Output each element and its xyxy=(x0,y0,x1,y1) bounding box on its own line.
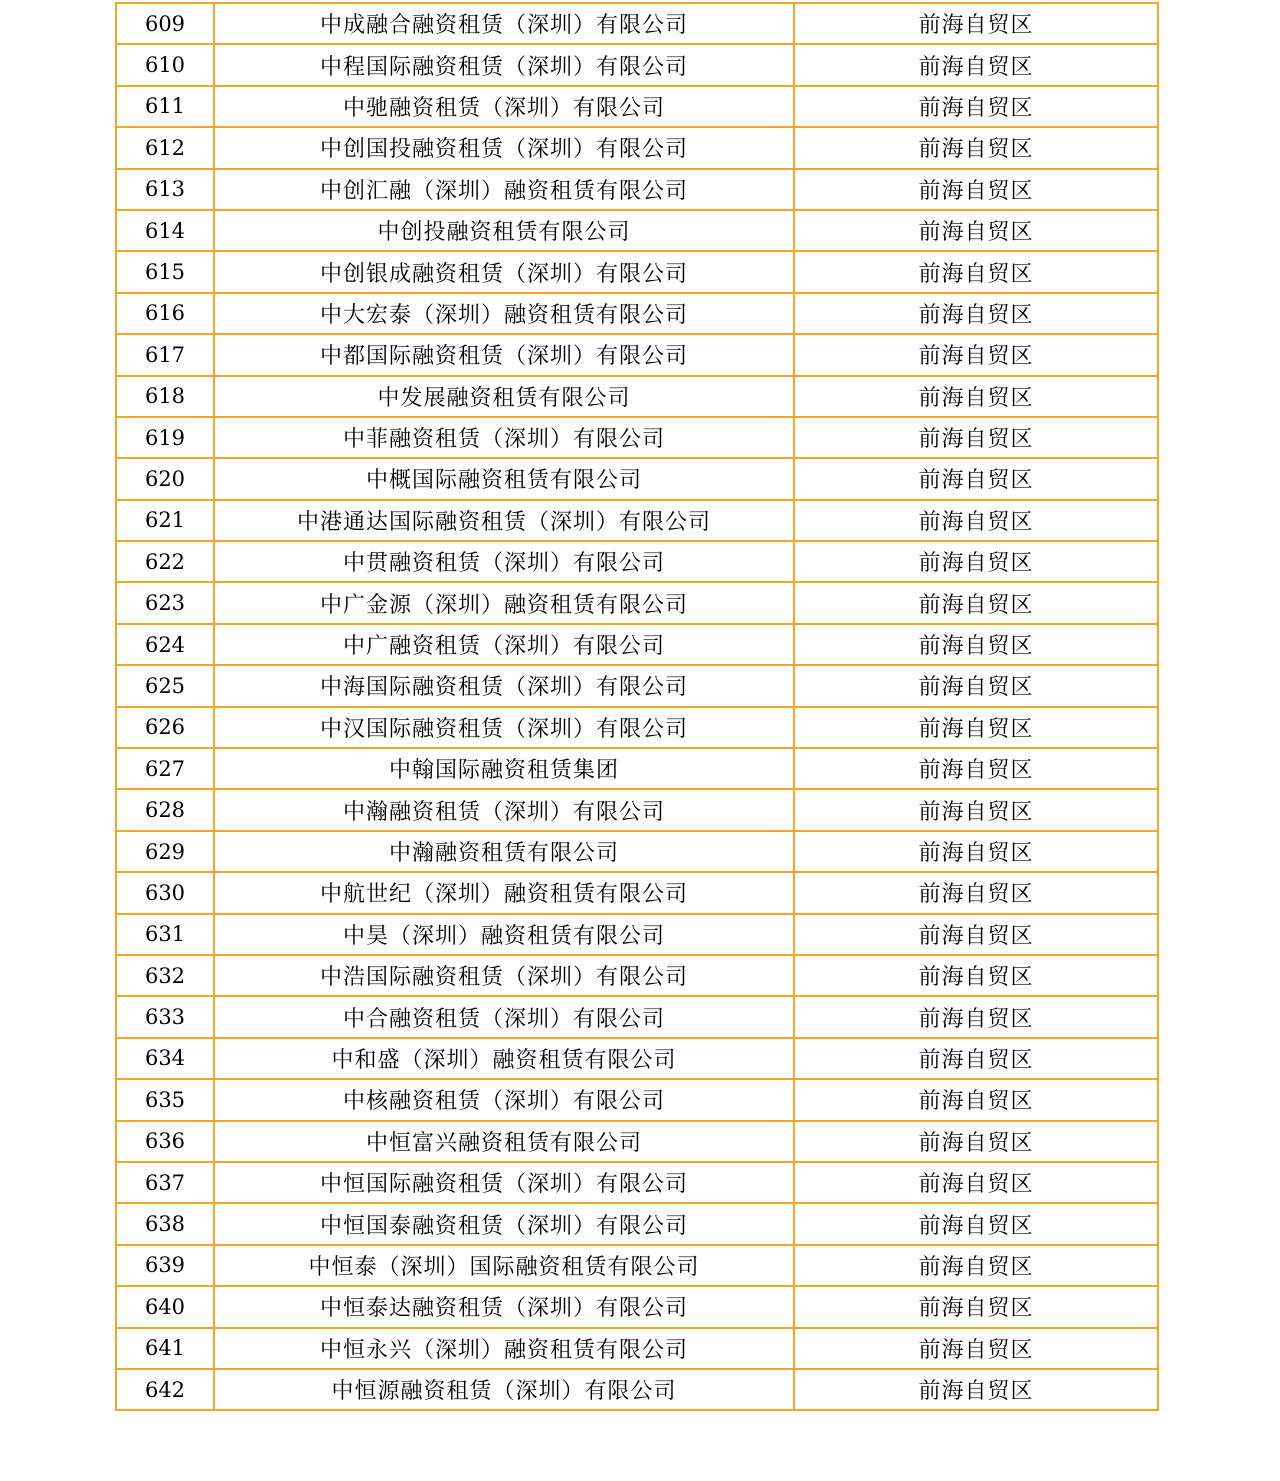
zone-cell: 前海自贸区 xyxy=(794,127,1158,168)
company-name-cell: 中贯融资租赁（深圳）有限公司 xyxy=(214,541,794,582)
zone-cell: 前海自贸区 xyxy=(794,831,1158,872)
table-row xyxy=(116,1079,1158,1120)
row-number-cell: 636 xyxy=(116,1121,214,1162)
company-name-cell: 中广融资租赁（深圳）有限公司 xyxy=(214,624,794,665)
table-row xyxy=(116,1328,1158,1369)
row-number-cell: 634 xyxy=(116,1038,214,1079)
zone-cell: 前海自贸区 xyxy=(794,707,1158,748)
zone-cell: 前海自贸区 xyxy=(794,169,1158,210)
table-row xyxy=(116,1203,1158,1244)
company-name-cell: 中菲融资租赁（深圳）有限公司 xyxy=(214,417,794,458)
company-name-cell: 中翰国际融资租赁集团 xyxy=(214,748,794,789)
row-number-cell: 635 xyxy=(116,1079,214,1120)
zone-cell: 前海自贸区 xyxy=(794,210,1158,251)
table-row xyxy=(116,789,1158,830)
zone-cell: 前海自贸区 xyxy=(794,914,1158,955)
zone-cell: 前海自贸区 xyxy=(794,748,1158,789)
company-name-cell: 中发展融资租赁有限公司 xyxy=(214,376,794,417)
company-name-cell: 中大宏泰（深圳）融资租赁有限公司 xyxy=(214,293,794,334)
table-row xyxy=(116,582,1158,623)
table-row xyxy=(116,1038,1158,1079)
row-number-cell: 638 xyxy=(116,1203,214,1244)
company-name-cell: 中汉国际融资租赁（深圳）有限公司 xyxy=(214,707,794,748)
table-row xyxy=(116,1245,1158,1286)
row-number-cell: 623 xyxy=(116,582,214,623)
company-name-cell: 中广金源（深圳）融资租赁有限公司 xyxy=(214,582,794,623)
zone-cell: 前海自贸区 xyxy=(794,458,1158,499)
company-name-cell: 中程国际融资租赁（深圳）有限公司 xyxy=(214,44,794,85)
row-number-cell: 627 xyxy=(116,748,214,789)
table-row xyxy=(116,3,1158,44)
row-number-cell: 639 xyxy=(116,1245,214,1286)
zone-cell: 前海自贸区 xyxy=(794,1038,1158,1079)
table-row xyxy=(116,210,1158,251)
table-row xyxy=(116,251,1158,292)
row-number-cell: 619 xyxy=(116,417,214,458)
zone-cell: 前海自贸区 xyxy=(794,1203,1158,1244)
table-row xyxy=(116,541,1158,582)
table-row xyxy=(116,707,1158,748)
zone-cell: 前海自贸区 xyxy=(794,3,1158,44)
zone-cell: 前海自贸区 xyxy=(794,1286,1158,1327)
row-number-cell: 642 xyxy=(116,1369,214,1410)
zone-cell: 前海自贸区 xyxy=(794,1328,1158,1369)
table-row xyxy=(116,624,1158,665)
table-row xyxy=(116,417,1158,458)
row-number-cell: 625 xyxy=(116,665,214,706)
row-number-cell: 621 xyxy=(116,500,214,541)
row-number-cell: 618 xyxy=(116,376,214,417)
zone-cell: 前海自贸区 xyxy=(794,582,1158,623)
zone-cell: 前海自贸区 xyxy=(794,1245,1158,1286)
row-number-cell: 622 xyxy=(116,541,214,582)
company-name-cell: 中海国际融资租赁（深圳）有限公司 xyxy=(214,665,794,706)
row-number-cell: 609 xyxy=(116,3,214,44)
table-row xyxy=(116,458,1158,499)
zone-cell: 前海自贸区 xyxy=(794,541,1158,582)
row-number-cell: 633 xyxy=(116,996,214,1037)
company-name-cell: 中成融合融资租赁（深圳）有限公司 xyxy=(214,3,794,44)
row-number-cell: 640 xyxy=(116,1286,214,1327)
table-row xyxy=(116,293,1158,334)
row-number-cell: 631 xyxy=(116,914,214,955)
company-name-cell: 中概国际融资租赁有限公司 xyxy=(214,458,794,499)
company-name-cell: 中创国投融资租赁（深圳）有限公司 xyxy=(214,127,794,168)
table-row xyxy=(116,665,1158,706)
company-name-cell: 中创银成融资租赁（深圳）有限公司 xyxy=(214,251,794,292)
zone-cell: 前海自贸区 xyxy=(794,872,1158,913)
table-row xyxy=(116,748,1158,789)
zone-cell: 前海自贸区 xyxy=(794,44,1158,85)
table-row xyxy=(116,1162,1158,1203)
zone-cell: 前海自贸区 xyxy=(794,1079,1158,1120)
row-number-cell: 637 xyxy=(116,1162,214,1203)
zone-cell: 前海自贸区 xyxy=(794,996,1158,1037)
company-table-body xyxy=(116,3,1158,1410)
table-row xyxy=(116,334,1158,375)
zone-cell: 前海自贸区 xyxy=(794,86,1158,127)
company-name-cell: 中浩国际融资租赁（深圳）有限公司 xyxy=(214,955,794,996)
zone-cell: 前海自贸区 xyxy=(794,376,1158,417)
table-row xyxy=(116,1286,1158,1327)
zone-cell: 前海自贸区 xyxy=(794,789,1158,830)
row-number-cell: 628 xyxy=(116,789,214,830)
company-name-cell: 中恒国泰融资租赁（深圳）有限公司 xyxy=(214,1203,794,1244)
table-row xyxy=(116,955,1158,996)
company-name-cell: 中恒国际融资租赁（深圳）有限公司 xyxy=(214,1162,794,1203)
company-name-cell: 中都国际融资租赁（深圳）有限公司 xyxy=(214,334,794,375)
company-name-cell: 中恒永兴（深圳）融资租赁有限公司 xyxy=(214,1328,794,1369)
row-number-cell: 612 xyxy=(116,127,214,168)
row-number-cell: 624 xyxy=(116,624,214,665)
table-row xyxy=(116,127,1158,168)
company-table xyxy=(115,2,1159,1411)
zone-cell: 前海自贸区 xyxy=(794,1369,1158,1410)
table-row xyxy=(116,500,1158,541)
company-name-cell: 中航世纪（深圳）融资租赁有限公司 xyxy=(214,872,794,913)
company-name-cell: 中昊（深圳）融资租赁有限公司 xyxy=(214,914,794,955)
zone-cell: 前海自贸区 xyxy=(794,1121,1158,1162)
table-row xyxy=(116,86,1158,127)
table-row xyxy=(116,44,1158,85)
row-number-cell: 632 xyxy=(116,955,214,996)
company-table-container xyxy=(115,2,1159,1411)
table-row xyxy=(116,169,1158,210)
zone-cell: 前海自贸区 xyxy=(794,417,1158,458)
row-number-cell: 611 xyxy=(116,86,214,127)
company-name-cell: 中瀚融资租赁（深圳）有限公司 xyxy=(214,789,794,830)
company-name-cell: 中和盛（深圳）融资租赁有限公司 xyxy=(214,1038,794,1079)
company-name-cell: 中创投融资租赁有限公司 xyxy=(214,210,794,251)
company-name-cell: 中恒泰达融资租赁（深圳）有限公司 xyxy=(214,1286,794,1327)
row-number-cell: 629 xyxy=(116,831,214,872)
table-row xyxy=(116,1121,1158,1162)
company-name-cell: 中恒富兴融资租赁有限公司 xyxy=(214,1121,794,1162)
row-number-cell: 616 xyxy=(116,293,214,334)
zone-cell: 前海自贸区 xyxy=(794,251,1158,292)
company-name-cell: 中瀚融资租赁有限公司 xyxy=(214,831,794,872)
zone-cell: 前海自贸区 xyxy=(794,293,1158,334)
zone-cell: 前海自贸区 xyxy=(794,624,1158,665)
company-name-cell: 中合融资租赁（深圳）有限公司 xyxy=(214,996,794,1037)
table-row xyxy=(116,376,1158,417)
row-number-cell: 617 xyxy=(116,334,214,375)
company-name-cell: 中恒泰（深圳）国际融资租赁有限公司 xyxy=(214,1245,794,1286)
row-number-cell: 620 xyxy=(116,458,214,499)
zone-cell: 前海自贸区 xyxy=(794,665,1158,706)
table-row xyxy=(116,872,1158,913)
company-name-cell: 中创汇融（深圳）融资租赁有限公司 xyxy=(214,169,794,210)
row-number-cell: 630 xyxy=(116,872,214,913)
company-name-cell: 中核融资租赁（深圳）有限公司 xyxy=(214,1079,794,1120)
company-name-cell: 中港通达国际融资租赁（深圳）有限公司 xyxy=(214,500,794,541)
zone-cell: 前海自贸区 xyxy=(794,500,1158,541)
table-row xyxy=(116,996,1158,1037)
zone-cell: 前海自贸区 xyxy=(794,1162,1158,1203)
table-row xyxy=(116,1369,1158,1410)
row-number-cell: 610 xyxy=(116,44,214,85)
zone-cell: 前海自贸区 xyxy=(794,334,1158,375)
zone-cell: 前海自贸区 xyxy=(794,955,1158,996)
table-row xyxy=(116,914,1158,955)
table-row xyxy=(116,831,1158,872)
row-number-cell: 615 xyxy=(116,251,214,292)
row-number-cell: 626 xyxy=(116,707,214,748)
company-name-cell: 中恒源融资租赁（深圳）有限公司 xyxy=(214,1369,794,1410)
row-number-cell: 613 xyxy=(116,169,214,210)
company-name-cell: 中驰融资租赁（深圳）有限公司 xyxy=(214,86,794,127)
row-number-cell: 641 xyxy=(116,1328,214,1369)
row-number-cell: 614 xyxy=(116,210,214,251)
